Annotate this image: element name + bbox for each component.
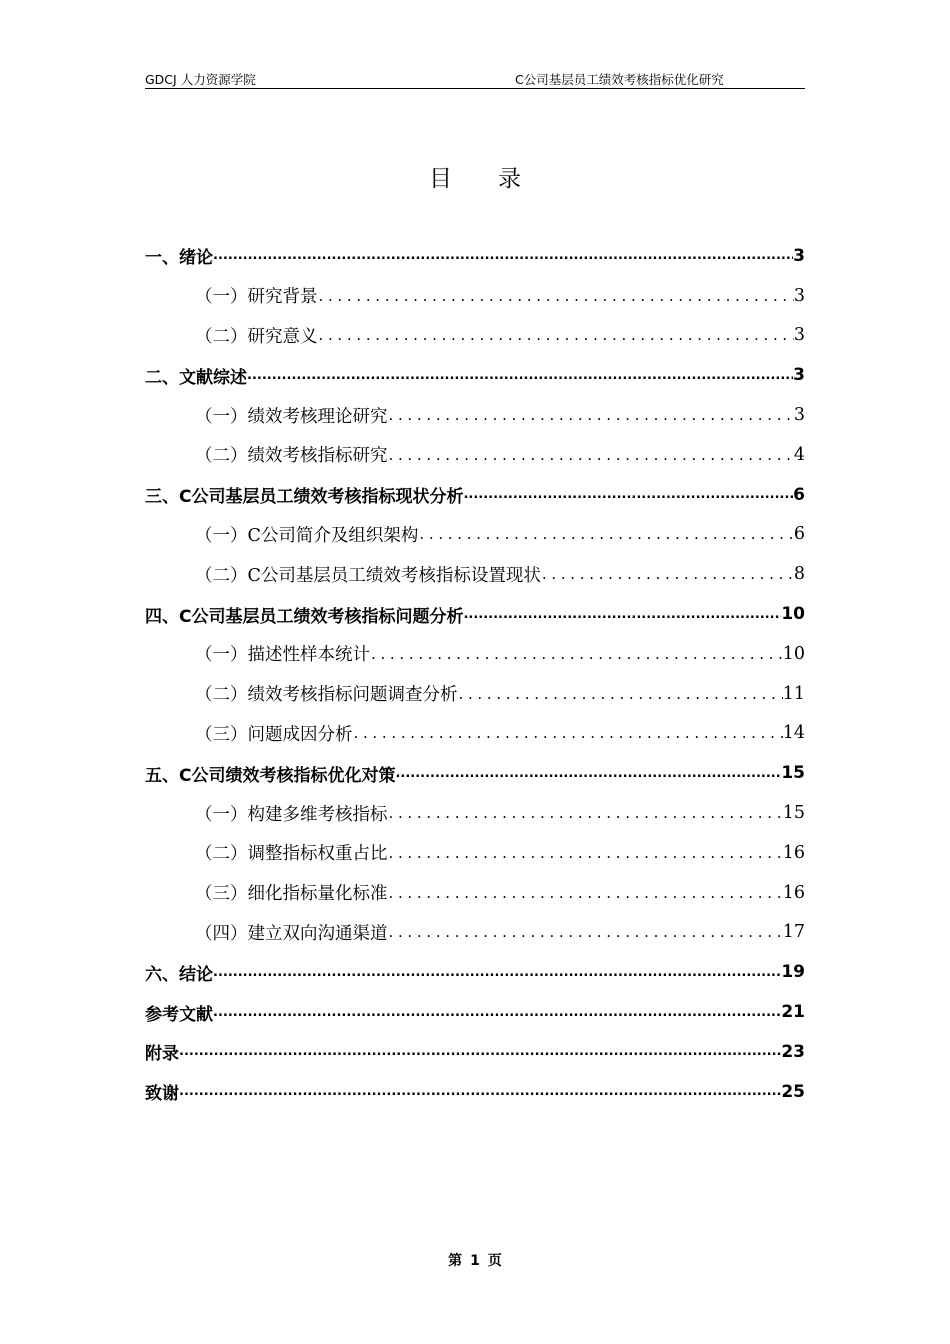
toc-entry-page-number: 10 [781,604,805,625]
toc-entry-page-number: 3 [793,405,805,426]
toc-entry-label: 附录 [145,1044,179,1065]
toc-entry-label: （一）绩效考核理论研究 [195,406,388,427]
header-institution: GDCJ 人力资源学院 [145,72,256,87]
header-thesis-title: C公司基层员工绩效考核指标优化研究 [515,72,724,87]
toc-entry-label: 一、绪论 [145,248,213,269]
toc-chapter-entry[interactable] [145,952,805,992]
toc-dot-leader [318,287,794,305]
toc-entry-page-number: 19 [781,962,805,983]
toc-entry-page-number: 3 [793,245,805,266]
toc-entry-label: 二、文献综述 [145,367,247,388]
toc-entry-label: （一）C公司简介及组织架构 [195,525,419,546]
toc-entry-page-number: 14 [782,723,805,744]
toc-dot-leader [388,923,783,941]
toc-dot-leader [388,446,794,464]
toc-entry-page-number: 23 [781,1041,805,1062]
footer-page-number: 1 [470,1253,480,1269]
toc-entry-label: 三、C公司基层员工绩效考核指标现状分析 [145,487,464,508]
toc-entry-page-number: 3 [793,285,805,306]
toc-dot-leader [388,884,783,902]
toc-dot-leader [418,525,793,543]
toc-section-entry[interactable] [145,793,805,833]
table-of-contents [145,236,805,1112]
toc-entry-label: 四、C公司基层员工绩效考核指标问题分析 [145,606,464,627]
toc-entry-label: （一）研究背景 [195,287,318,308]
toc-section-entry[interactable] [145,833,805,873]
toc-section-entry[interactable] [145,674,805,714]
toc-dot-leader [213,965,781,980]
toc-section-entry[interactable] [145,435,805,475]
footer-prefix: 第 [448,1253,463,1269]
toc-entry-page-number: 6 [793,484,805,505]
toc-entry-page-number: 15 [781,763,805,784]
toc-section-entry[interactable] [145,913,805,953]
toc-section-entry[interactable] [145,515,805,555]
toc-entry-page-number: 4 [793,444,805,465]
toc-dot-leader [179,1084,781,1099]
toc-chapter-entry[interactable] [145,1072,805,1112]
toc-dot-leader [463,487,793,502]
toc-dot-leader [213,1005,781,1020]
toc-chapter-entry[interactable] [145,355,805,395]
toc-dot-leader [318,326,794,344]
toc-entry-label: 六、结论 [145,964,213,985]
toc-dot-leader [353,724,783,742]
toc-entry-page-number: 21 [781,1002,805,1023]
toc-title: 目录 [429,166,567,192]
toc-entry-label: （一）构建多维考核指标 [195,804,388,825]
footer-suffix: 页 [487,1253,502,1269]
toc-dot-leader [247,368,793,383]
toc-section-entry[interactable] [145,316,805,356]
toc-chapter-entry[interactable] [145,594,805,634]
toc-section-entry[interactable] [145,873,805,913]
toc-chapter-entry[interactable] [145,753,805,793]
toc-section-entry[interactable] [145,634,805,674]
toc-dot-leader [213,248,793,263]
toc-dot-leader [388,406,794,424]
toc-entry-label: （三）问题成因分析 [195,724,353,745]
toc-entry-label: 参考文献 [145,1004,213,1025]
toc-dot-leader [541,565,794,583]
toc-chapter-entry[interactable] [145,992,805,1032]
toc-dot-leader [463,607,781,622]
toc-entry-page-number: 6 [793,524,805,545]
page-footer [0,1250,950,1270]
toc-section-entry[interactable] [145,276,805,316]
toc-chapter-entry[interactable] [145,475,805,515]
toc-entry-page-number: 16 [782,842,805,863]
toc-entry-label: （二）调整指标权重占比 [195,844,388,865]
toc-entry-label: 致谢 [145,1084,179,1105]
toc-entry-label: （二）研究意义 [195,326,318,347]
toc-section-entry[interactable] [145,554,805,594]
toc-chapter-entry[interactable] [145,1032,805,1072]
toc-entry-page-number: 10 [782,643,805,664]
toc-entry-label: （二）绩效考核指标研究 [195,446,388,467]
toc-section-entry[interactable] [145,395,805,435]
toc-entry-label: 五、C公司绩效考核指标优化对策 [145,765,396,786]
page-header [145,68,805,89]
toc-entry-page-number: 25 [781,1081,805,1102]
toc-entry-page-number: 15 [782,803,805,824]
toc-entry-label: （三）细化指标量化标准 [195,884,388,905]
toc-chapter-entry[interactable] [145,236,805,276]
toc-dot-leader [370,645,783,663]
toc-entry-page-number: 16 [782,882,805,903]
toc-entry-page-number: 3 [793,365,805,386]
toc-dot-leader [458,685,783,703]
toc-entry-label: （一）描述性样本统计 [195,645,370,666]
toc-entry-label: （二）C公司基层员工绩效考核指标设置现状 [195,565,541,586]
toc-dot-leader [388,804,783,822]
toc-entry-label: （二）绩效考核指标问题调查分析 [195,685,458,706]
toc-entry-label: （四）建立双向沟通渠道 [195,923,388,944]
toc-entry-page-number: 8 [793,564,805,585]
toc-entry-page-number: 11 [782,683,805,704]
toc-entry-page-number: 17 [782,922,805,943]
toc-section-entry[interactable] [145,714,805,754]
toc-dot-leader [395,766,781,781]
toc-dot-leader [388,844,783,862]
toc-dot-leader [179,1044,781,1059]
toc-entry-page-number: 3 [793,325,805,346]
